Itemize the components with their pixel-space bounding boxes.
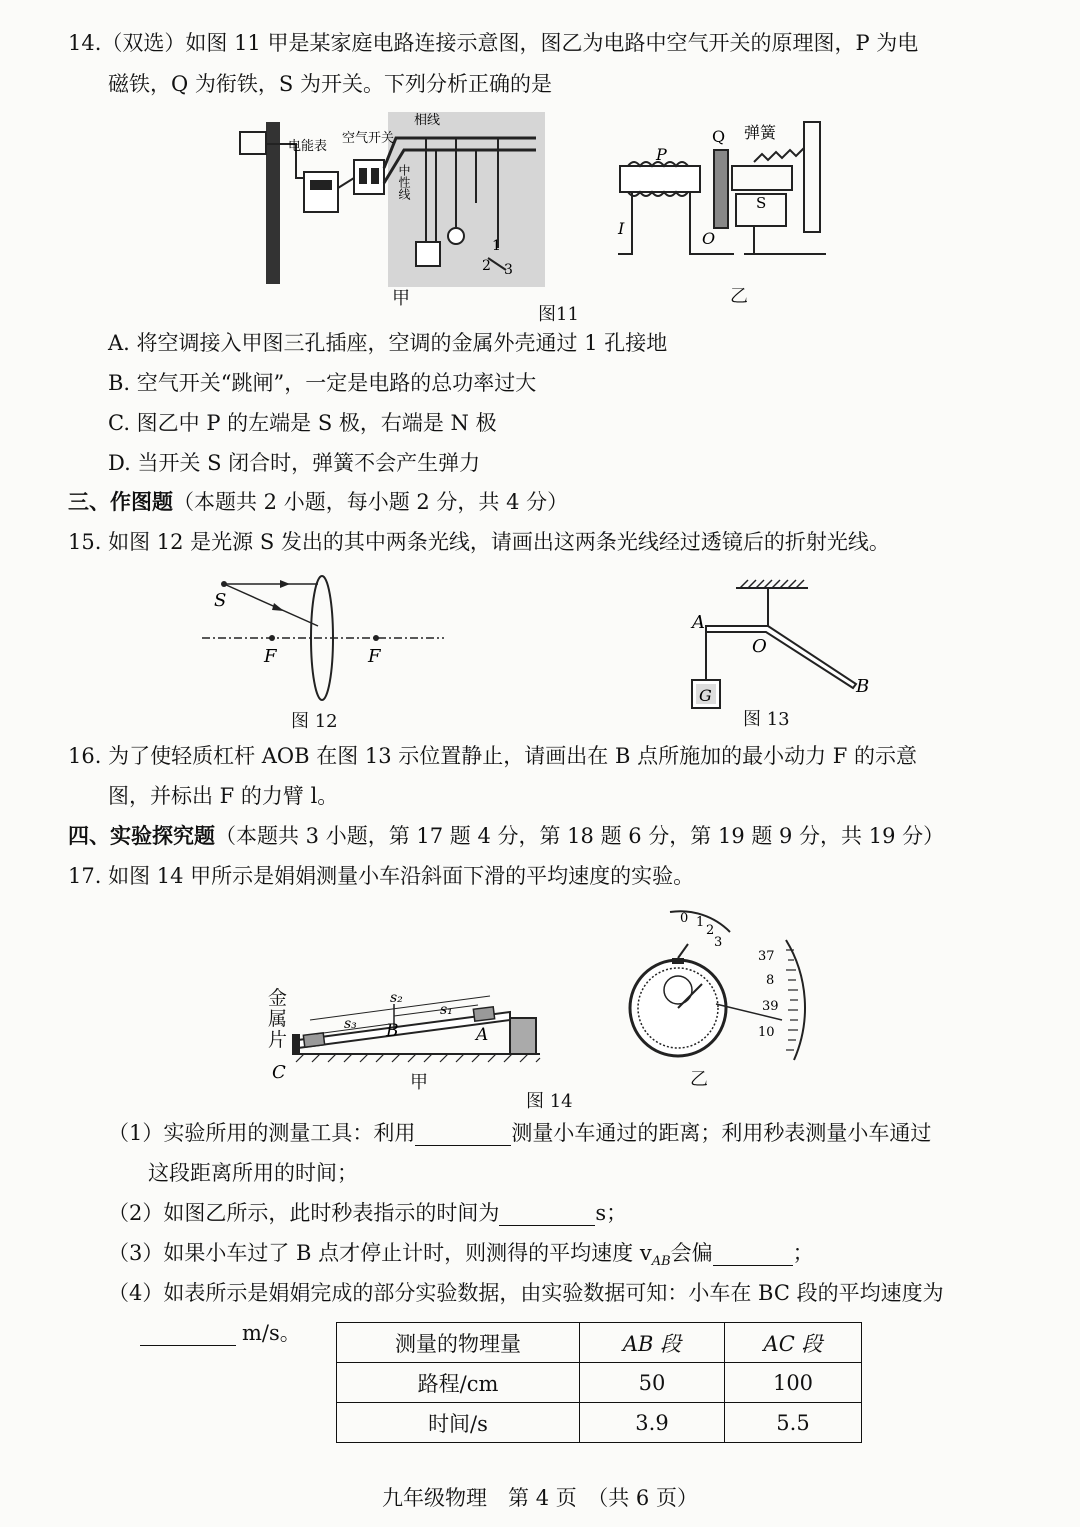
socket-hole-2: 2	[482, 258, 491, 274]
dial-label-3: 3	[714, 935, 723, 950]
distance-s3-label: s₃	[344, 1016, 357, 1032]
spring-label: 弹簧	[744, 123, 777, 142]
focus-left-F-label: F	[264, 646, 277, 667]
scale-label-10: 10	[758, 1025, 775, 1040]
incline-point-B-label: B	[386, 1021, 399, 1041]
q14-option-d: D. 当开关 S 闭合时，弹簧不会产生弹力	[108, 451, 481, 475]
figure-14-incline	[264, 982, 544, 1082]
answer-blank-2[interactable]	[499, 1203, 595, 1226]
incline-point-A-label: A	[476, 1025, 489, 1045]
q17-part3-text-a: （3）如果小车过了 B 点才停止计时，则测得的平均速度 v	[108, 1241, 652, 1265]
scale-label-39: 39	[762, 999, 779, 1014]
q14-line2: 磁铁，Q 为衔铁，S 为开关。下列分析正确的是	[108, 72, 552, 96]
section-4-note: （本题共 3 小题，第 17 题 4 分，第 18 题 6 分，第 19 题 9 分，共 19 分）	[215, 824, 945, 848]
q17-part4: （4）如表所示是娟娟完成的部分实验数据，由实验数据可知：小车在 BC 段的平均速度为	[108, 1281, 944, 1305]
figure-11-air-switch	[604, 114, 836, 274]
dial-label-0: 0	[680, 911, 689, 926]
q17-part3-text-b: 会偏	[670, 1241, 713, 1265]
dial-label-1: 1	[696, 915, 705, 930]
fig14-jia-label: 甲	[410, 1072, 428, 1093]
page-footer: 九年级物理 第 4 页 （共 6 页）	[382, 1486, 698, 1510]
q14-option-c: C. 图乙中 P 的左端是 S 极，右端是 N 极	[108, 411, 497, 435]
dial-label-2: 2	[706, 923, 715, 938]
table-header-cell: 测量的物理量	[337, 1323, 580, 1363]
fig14-yi-label: 乙	[690, 1069, 708, 1090]
q17-part1-line1	[108, 1118, 931, 1148]
section-3-title: 三、作图题	[68, 489, 173, 514]
live-wire-label: 相线	[414, 113, 441, 128]
fig12-caption: 图 12	[291, 711, 338, 732]
lever-point-B-label: B	[856, 676, 870, 697]
q17-part4-answer	[140, 1318, 301, 1348]
q17-part2-text-b: s；	[595, 1201, 628, 1225]
fig11-jia-label: 甲	[392, 288, 410, 309]
figure-14-stopwatch	[626, 900, 816, 1065]
q17-part3-text-c: ；	[792, 1241, 814, 1265]
distance-s1-label: s₁	[440, 1002, 453, 1018]
q17-part2	[108, 1198, 627, 1228]
table-cell: 50	[580, 1363, 725, 1403]
q16-line1: 16. 为了使轻质杠杆 AOB 在图 13 示位置静止，请画出在 B 点所施加的最小动力 F 的示意	[68, 744, 918, 768]
air-switch-label: 空气开关	[342, 131, 395, 146]
figure-11-household-circuit	[236, 108, 548, 313]
electromagnet-P-label: P	[656, 145, 667, 164]
figure-13-lever	[690, 576, 876, 716]
distance-s2-label: s₂	[390, 990, 403, 1006]
armature-Q-label: Q	[712, 127, 726, 146]
q15-text: 15. 如图 12 是光源 S 发出的其中两条光线，请画出这两条光线经过透镜后的折射光线。	[68, 530, 890, 554]
pivot-O-label: O	[702, 229, 716, 248]
answer-blank-1[interactable]	[415, 1123, 511, 1146]
q17-part1-text-a: （1）实验所用的测量工具：利用	[108, 1121, 416, 1145]
scale-label-8: 8	[766, 973, 775, 988]
answer-blank-3[interactable]	[713, 1243, 793, 1266]
answer-blank-4[interactable]	[140, 1323, 236, 1346]
weight-G-label: G	[699, 686, 712, 705]
focus-right-F-label: F	[368, 646, 381, 667]
q17-part2-text-a: （2）如图乙所示，此时秒表指示的时间为	[108, 1201, 500, 1225]
velocity-subscript: AB	[651, 1254, 671, 1270]
section-3-note: （本题共 2 小题，每小题 2 分，共 4 分）	[173, 490, 569, 514]
q17-part3	[108, 1238, 814, 1277]
table-cell: 3.9	[580, 1403, 725, 1443]
section-4-title: 四、实验探究题	[68, 823, 215, 848]
socket-hole-3: 3	[504, 262, 513, 278]
fig13-caption: 图 13	[743, 709, 790, 730]
section-3-heading	[68, 487, 568, 517]
neutral-wire-label: 中性线	[397, 164, 411, 200]
table-header-row	[337, 1323, 862, 1363]
data-table	[336, 1322, 862, 1443]
light-source-S-label: S	[214, 590, 227, 611]
socket-hole-1: 1	[492, 238, 501, 254]
table-cell: 5.5	[725, 1403, 862, 1443]
figure-12-lens	[196, 570, 446, 710]
table-header-cell: AC 段	[725, 1323, 862, 1363]
switch-S-label: S	[756, 194, 767, 212]
meter-label: 电能表	[288, 139, 328, 154]
q17-text: 17. 如图 14 甲所示是娟娟测量小车沿斜面下滑的平均速度的实验。	[68, 864, 695, 888]
current-I-label: I	[618, 219, 625, 238]
table-row	[337, 1403, 862, 1443]
fig11-caption: 图11	[538, 304, 579, 325]
table-cell: 时间/s	[337, 1403, 580, 1443]
incline-point-C-label: C	[272, 1062, 286, 1082]
q14-option-b: B. 空气开关“跳闸”，一定是电路的总功率过大	[108, 371, 537, 395]
table-row	[337, 1363, 862, 1403]
section-4-heading	[68, 821, 944, 851]
table-header-cell: AB 段	[580, 1323, 725, 1363]
table-cell: 100	[725, 1363, 862, 1403]
q14-line1: 14.（双选）如图 11 甲是某家庭电路连接示意图，图乙为电路中空气开关的原理图，P 为电	[68, 31, 919, 55]
metal-sheet-label: 金属片	[268, 987, 288, 1051]
lever-pivot-O-label: O	[752, 636, 767, 657]
scale-label-37: 37	[758, 949, 775, 964]
fig14-caption: 图 14	[526, 1091, 573, 1112]
q17-part1-line2: 这段距离所用的时间；	[148, 1161, 358, 1185]
fig11-yi-label: 乙	[730, 286, 748, 307]
lever-point-A-label: A	[692, 612, 705, 633]
q16-line2: 图，并标出 F 的力臂 l。	[108, 784, 339, 808]
q17-part4-unit: m/s。	[242, 1321, 301, 1345]
q14-option-a: A. 将空调接入甲图三孔插座，空调的金属外壳通过 1 孔接地	[108, 331, 668, 355]
table-cell: 路程/cm	[337, 1363, 580, 1403]
q17-part1-text-b: 测量小车通过的距离；利用秒表测量小车通过	[511, 1121, 932, 1145]
